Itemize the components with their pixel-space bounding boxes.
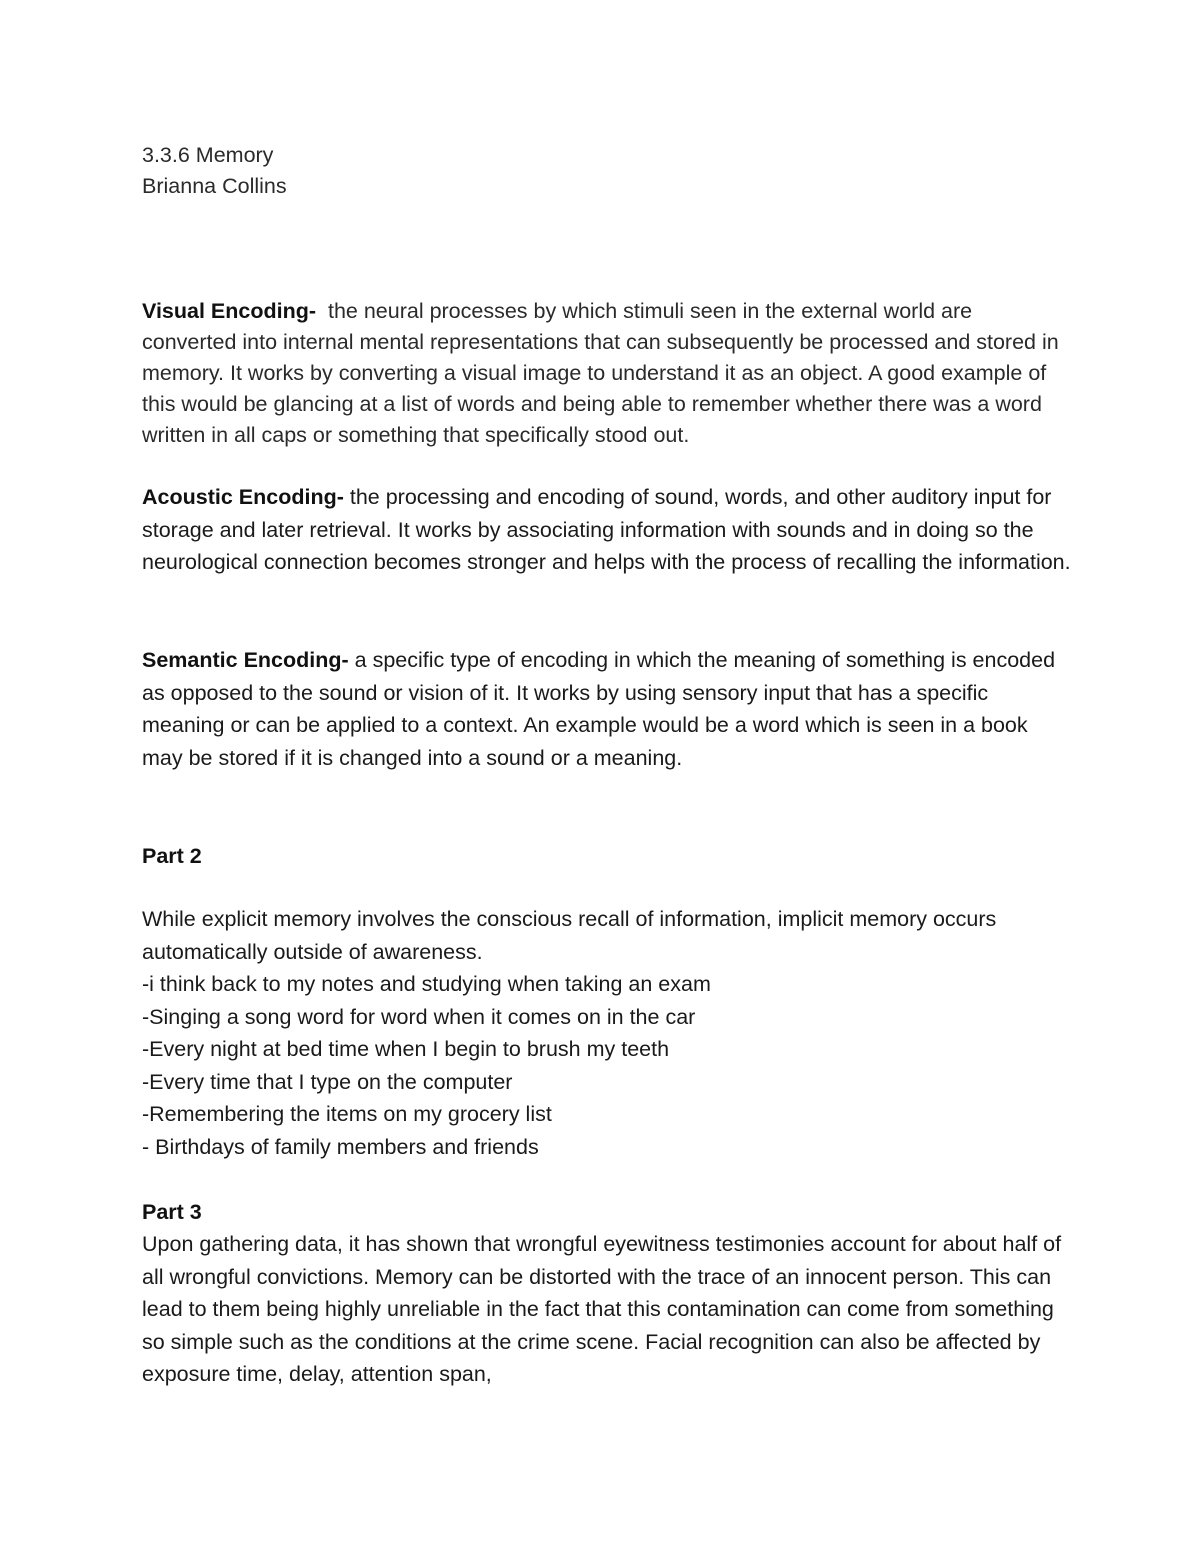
list-item: -Remembering the items on my grocery list (142, 1102, 552, 1126)
part2-heading: Part 2 (142, 844, 202, 868)
part3-text: Upon gathering data, it has shown that wrongful eyewitness testimonies account for about half of all wrongful convictions. Memory can be distorted with the trace of an innocent person. This can lead to them being highly unreliable in the fact that this contamination can come from something so simple such as the conditions at the crime scene. Facial recognition can also be affected by exposure time, delay, attention span, (142, 1232, 1062, 1386)
definition-term: Semantic Encoding- (142, 648, 349, 672)
list-item: -Singing a song word for word when it comes on in the car (142, 1004, 696, 1029)
definition-term: Visual Encoding- (142, 299, 317, 323)
definition-acoustic-encoding (142, 481, 1072, 579)
list-item: - Birthdays of family members and friends (142, 1134, 539, 1159)
definition-text: the neural processes by which stimuli seen in the external world are converted into internal mental representations that can subsequently be processed and stored in memory. It works by converting a visual image to understand it as an object. A good example of this would be glancing at a list of words and being able to remember whether there was a word written in all caps or something that specifically stood out. (142, 299, 1059, 447)
document-author: Brianna Collins (142, 174, 287, 198)
list-item: -i think back to my notes and studying when taking an exam (142, 972, 711, 996)
definition-text: the processing and encoding of sound, words, and other auditory input for storage and later retrieval. It works by associating information with sounds and in doing so the neurological connection becomes stronger and helps with the process of recalling the information. (142, 485, 1071, 574)
document-header (142, 140, 1072, 202)
definition-term: Acoustic Encoding- (142, 485, 344, 509)
part2-intro: While explicit memory involves the conscious recall of information, implicit memory occurs automatically outside of awareness. (142, 907, 997, 964)
list-item: -Every night at bed time when I begin to brush my teeth (142, 1037, 670, 1061)
part3-heading: Part 3 (142, 1200, 202, 1224)
list-item: -Every time that I type on the computer (142, 1069, 513, 1094)
document-title: 3.3.6 Memory (142, 143, 274, 167)
definition-visual-encoding (142, 296, 1072, 451)
definition-text: a specific type of encoding in which the meaning of something is encoded as opposed to the sound or vision of it. It works by using sensory input that has a specific meaning or can be applied to a context. An example would be a word which is seen in a book may be stored if it is changed into a sound or a meaning. (142, 648, 1056, 770)
part2-body (142, 903, 1072, 1163)
definition-semantic-encoding (142, 644, 1072, 774)
